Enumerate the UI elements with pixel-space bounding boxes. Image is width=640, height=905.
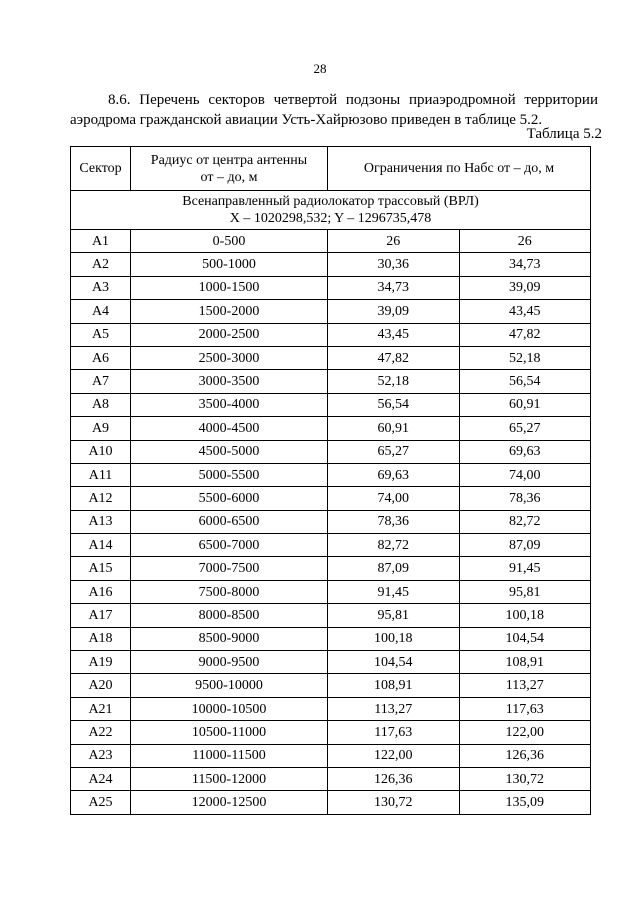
cell-limit-to: 91,45	[459, 557, 591, 580]
cell-sector: А24	[71, 767, 131, 790]
cell-radius: 10000-10500	[131, 697, 328, 720]
cell-limit-from: 117,63	[328, 721, 460, 744]
table-row	[71, 627, 591, 650]
page-number: 28	[313, 61, 327, 76]
cell-sector: А3	[71, 276, 131, 299]
cell-sector: А15	[71, 557, 131, 580]
table-row	[71, 440, 591, 463]
cell-sector: А6	[71, 346, 131, 369]
table-row	[71, 253, 591, 276]
table-row	[71, 651, 591, 674]
table-row	[71, 557, 591, 580]
table-row	[71, 674, 591, 697]
cell-limit-to: 65,27	[459, 417, 591, 440]
cell-radius: 7500-8000	[131, 580, 328, 603]
cell-sector: А23	[71, 744, 131, 767]
cell-limit-from: 65,27	[328, 440, 460, 463]
table-row	[71, 604, 591, 627]
section-cell	[71, 191, 591, 230]
cell-radius: 9500-10000	[131, 674, 328, 697]
table-row	[71, 534, 591, 557]
cell-limit-from: 69,63	[328, 463, 460, 486]
table-row	[71, 510, 591, 533]
cell-limit-to: 130,72	[459, 767, 591, 790]
cell-radius: 8500-9000	[131, 627, 328, 650]
cell-radius: 500-1000	[131, 253, 328, 276]
table-row	[71, 276, 591, 299]
cell-limit-to: 39,09	[459, 276, 591, 299]
cell-limit-from: 30,36	[328, 253, 460, 276]
cell-radius: 6500-7000	[131, 534, 328, 557]
header-radius-line1: Радиус от центра антенны	[150, 152, 308, 168]
cell-radius: 4000-4500	[131, 417, 328, 440]
cell-limit-from: 82,72	[328, 534, 460, 557]
cell-limit-to: 82,72	[459, 510, 591, 533]
table-row	[71, 744, 591, 767]
table-row	[71, 393, 591, 416]
cell-sector: А1	[71, 230, 131, 253]
cell-sector: А20	[71, 674, 131, 697]
cell-sector: А10	[71, 440, 131, 463]
cell-limit-from: 130,72	[328, 791, 460, 814]
cell-limit-from: 100,18	[328, 627, 460, 650]
cell-radius: 3000-3500	[131, 370, 328, 393]
cell-sector: А8	[71, 393, 131, 416]
cell-limit-to: 104,54	[459, 627, 591, 650]
cell-limit-from: 78,36	[328, 510, 460, 533]
cell-limit-from: 122,00	[328, 744, 460, 767]
cell-radius: 1000-1500	[131, 276, 328, 299]
cell-radius: 9000-9500	[131, 651, 328, 674]
cell-limit-from: 95,81	[328, 604, 460, 627]
cell-radius: 2000-2500	[131, 323, 328, 346]
cell-limit-from: 47,82	[328, 346, 460, 369]
header-radius	[131, 147, 328, 191]
cell-limit-to: 78,36	[459, 487, 591, 510]
cell-radius: 0-500	[131, 230, 328, 253]
sectors-table	[70, 146, 591, 815]
cell-limit-to: 135,09	[459, 791, 591, 814]
cell-limit-to: 69,63	[459, 440, 591, 463]
table-caption: Таблица 5.2	[526, 126, 602, 142]
cell-sector: А9	[71, 417, 131, 440]
cell-limit-to: 113,27	[459, 674, 591, 697]
cell-radius: 1500-2000	[131, 300, 328, 323]
cell-limit-to: 52,18	[459, 346, 591, 369]
table-row	[71, 767, 591, 790]
cell-limit-to: 122,00	[459, 721, 591, 744]
cell-sector: А14	[71, 534, 131, 557]
cell-limit-from: 126,36	[328, 767, 460, 790]
cell-limit-from: 74,00	[328, 487, 460, 510]
cell-limit-to: 95,81	[459, 580, 591, 603]
intro-paragraph: 8.6. Перечень секторов четвертой подзоны приаэродромной территории аэродрома гражданской авиации Усть-Хайрюзово приведен в таблице 5.2.	[70, 92, 598, 128]
cell-limit-from: 52,18	[328, 370, 460, 393]
cell-sector: А19	[71, 651, 131, 674]
cell-sector: А12	[71, 487, 131, 510]
cell-sector: А4	[71, 300, 131, 323]
section-coords: X – 1020298,532; Y – 1296735,478	[229, 211, 432, 226]
cell-limit-to: 87,09	[459, 534, 591, 557]
cell-sector: А5	[71, 323, 131, 346]
cell-limit-to: 74,00	[459, 463, 591, 486]
table-row	[71, 791, 591, 814]
cell-sector: А22	[71, 721, 131, 744]
cell-sector: А25	[71, 791, 131, 814]
cell-limit-to: 100,18	[459, 604, 591, 627]
cell-sector: А16	[71, 580, 131, 603]
header-sector: Сектор	[71, 147, 131, 191]
cell-limit-to: 47,82	[459, 323, 591, 346]
cell-radius: 4500-5000	[131, 440, 328, 463]
cell-radius: 2500-3000	[131, 346, 328, 369]
table-row	[71, 323, 591, 346]
cell-sector: А7	[71, 370, 131, 393]
cell-sector: А2	[71, 253, 131, 276]
cell-sector: А13	[71, 510, 131, 533]
cell-limit-from: 104,54	[328, 651, 460, 674]
cell-radius: 5000-5500	[131, 463, 328, 486]
cell-sector: А18	[71, 627, 131, 650]
cell-limit-to: 108,91	[459, 651, 591, 674]
table-row	[71, 721, 591, 744]
cell-radius: 11500-12000	[131, 767, 328, 790]
cell-radius: 5500-6000	[131, 487, 328, 510]
cell-limit-to: 117,63	[459, 697, 591, 720]
cell-limit-to: 34,73	[459, 253, 591, 276]
cell-limit-from: 34,73	[328, 276, 460, 299]
cell-radius: 12000-12500	[131, 791, 328, 814]
cell-radius: 7000-7500	[131, 557, 328, 580]
cell-sector: А11	[71, 463, 131, 486]
header-limits: Ограничения по Набс от – до, м	[328, 147, 591, 191]
cell-radius: 8000-8500	[131, 604, 328, 627]
cell-limit-from: 39,09	[328, 300, 460, 323]
cell-limit-from: 26	[328, 230, 460, 253]
cell-limit-from: 56,54	[328, 393, 460, 416]
cell-radius: 10500-11000	[131, 721, 328, 744]
table-row	[71, 697, 591, 720]
cell-limit-from: 43,45	[328, 323, 460, 346]
cell-limit-to: 56,54	[459, 370, 591, 393]
cell-limit-to: 26	[459, 230, 591, 253]
table-row	[71, 487, 591, 510]
cell-radius: 6000-6500	[131, 510, 328, 533]
header-radius-line2: от – до, м	[200, 169, 258, 185]
cell-limit-from: 60,91	[328, 417, 460, 440]
table-row	[71, 230, 591, 253]
table-row	[71, 463, 591, 486]
cell-limit-from: 113,27	[328, 697, 460, 720]
cell-limit-from: 108,91	[328, 674, 460, 697]
table-header-row	[71, 147, 591, 191]
table-row	[71, 370, 591, 393]
cell-limit-from: 91,45	[328, 580, 460, 603]
table-row	[71, 580, 591, 603]
section-title: Всенаправленный радиолокатор трассовый (ВРЛ)	[182, 194, 479, 209]
cell-radius: 3500-4000	[131, 393, 328, 416]
cell-limit-to: 43,45	[459, 300, 591, 323]
cell-limit-from: 87,09	[328, 557, 460, 580]
cell-limit-to: 60,91	[459, 393, 591, 416]
cell-sector: А17	[71, 604, 131, 627]
table-row	[71, 300, 591, 323]
cell-limit-to: 126,36	[459, 744, 591, 767]
cell-sector: А21	[71, 697, 131, 720]
table-row	[71, 346, 591, 369]
cell-radius: 11000-11500	[131, 744, 328, 767]
table-row	[71, 417, 591, 440]
section-row	[71, 191, 591, 230]
